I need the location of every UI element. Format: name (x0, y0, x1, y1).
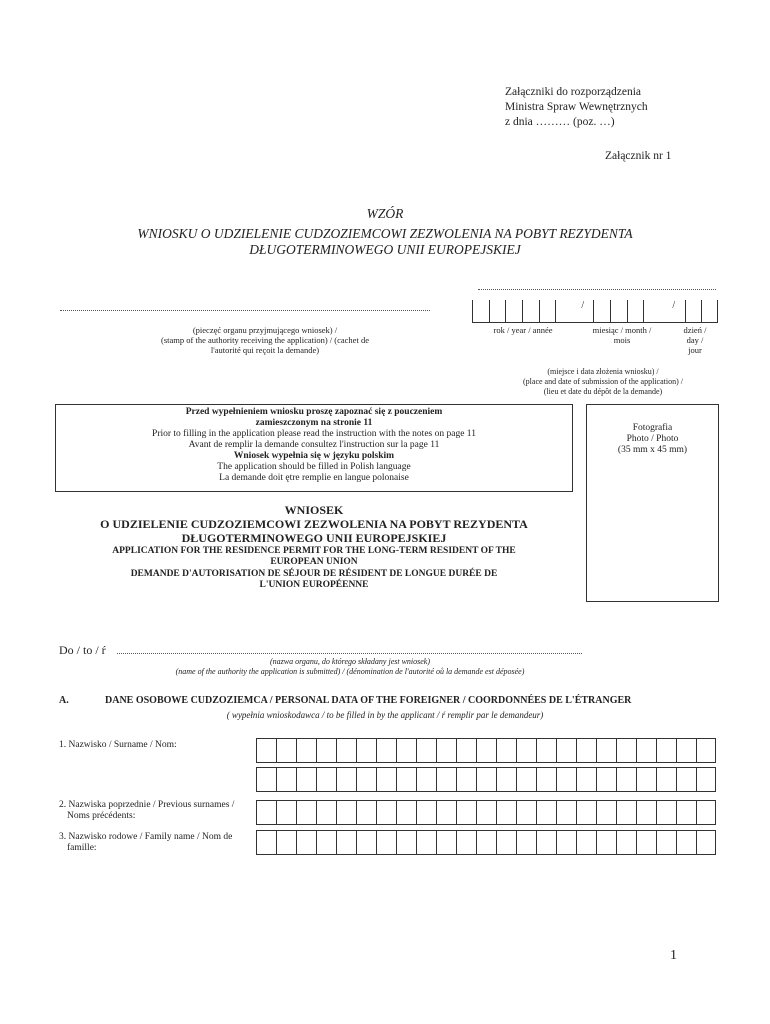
day-label (670, 325, 720, 355)
character-cell[interactable] (536, 801, 556, 825)
stamp-label-line: l'autorité qui reçoit la demande) (210, 345, 320, 355)
character-cell[interactable] (416, 739, 436, 763)
addressee-note (120, 657, 580, 677)
notice-line: The application should be filled in Polish language (217, 462, 411, 472)
character-cell[interactable] (376, 768, 396, 792)
month-label-line: mois (613, 335, 631, 345)
character-cell[interactable] (356, 739, 376, 763)
character-cell[interactable] (436, 739, 456, 763)
character-cell[interactable] (296, 831, 316, 855)
application-title-line: O UDZIELENIE CUDZOZIEMCOWI ZEZWOLENIA NA POBYT REZYDENTA (100, 517, 528, 531)
application-title-en: EUROPEAN UNION (270, 557, 358, 567)
character-cell[interactable] (416, 831, 436, 855)
instruction-notice-box (55, 404, 573, 492)
month-label (578, 325, 666, 345)
character-cell[interactable] (676, 739, 696, 763)
stamp-dotted-line (60, 310, 430, 311)
character-cell[interactable] (376, 831, 396, 855)
surname-label: 1. Nazwisko / Surname / Nom: (59, 740, 177, 750)
date-dotted-line (478, 289, 716, 290)
character-cell[interactable] (476, 831, 496, 855)
character-cell[interactable] (456, 768, 476, 792)
day-label-line: dzień / (683, 325, 707, 335)
application-title-fr: DEMANDE D'AUTORISATION DE SÉJOUR DE RÉSIDENT DE LONGUE DURÉE DE (130, 569, 498, 579)
character-cell[interactable] (396, 739, 416, 763)
character-cell[interactable] (496, 768, 516, 792)
notice-line: La demande doit ętre remplie en langue polonaise (219, 473, 409, 483)
surname-grid[interactable] (256, 738, 716, 792)
character-cell[interactable] (696, 739, 716, 763)
section-a-subtitle: ( wypełnia wnioskodawca / to be filled in by the applicant / ŕ remplir par le demandeur) (226, 710, 544, 720)
character-cell[interactable] (556, 831, 576, 855)
page-number: 1 (670, 948, 677, 963)
character-cell[interactable] (456, 801, 476, 825)
character-cell[interactable] (656, 801, 676, 825)
year-digit-box[interactable] (505, 300, 522, 322)
previous-surnames-label-line: Noms précédents: (67, 811, 136, 821)
section-a-title: DANE OSOBOWE CUDZOZIEMCA / PERSONAL DATA OF THE FOREIGNER / COORDONNÉES DE L'ÉTRANGER (105, 695, 632, 706)
character-cell[interactable] (316, 768, 336, 792)
character-cell[interactable] (676, 801, 696, 825)
character-cell[interactable] (676, 831, 696, 855)
character-cell[interactable] (336, 739, 356, 763)
addressee-note-line: (name of the authority the application is submitted) / (dénomination de l'autorité oů la demande est déposée) (175, 667, 525, 676)
character-cell[interactable] (636, 768, 656, 792)
character-cell[interactable] (456, 831, 476, 855)
year-digit-box[interactable] (489, 300, 506, 322)
character-cell[interactable] (696, 801, 716, 825)
character-cell[interactable] (476, 801, 496, 825)
character-cell[interactable] (256, 768, 276, 792)
photo-label: Fotografia (632, 423, 673, 433)
previous-surnames-grid[interactable] (256, 800, 716, 825)
character-cell[interactable] (436, 831, 456, 855)
title-wzor: WZÓR (366, 206, 404, 221)
month-label-line: miesiąc / month / (592, 325, 652, 335)
notice-line: Prior to filling in the application please read the instruction with the notes on page 11 (152, 429, 476, 439)
attachment-number: Załącznik nr 1 (605, 150, 672, 162)
character-cell[interactable] (556, 739, 576, 763)
date-separator: / (672, 300, 676, 311)
family-name-label-line: famille: (67, 843, 97, 853)
day-label-line: jour (688, 345, 702, 355)
title-line2: WNIOSKU O UDZIELENIE CUDZOZIEMCOWI ZEZWOLENIA NA POBYT REZYDENTA (137, 226, 633, 241)
notice-line: Wniosek wypełnia się w języku polskim (233, 451, 395, 461)
place-date-line: (place and date of submission of the application) / (523, 377, 683, 386)
character-cell[interactable] (656, 739, 676, 763)
character-cell[interactable] (556, 768, 576, 792)
character-cell[interactable] (616, 801, 636, 825)
character-cell[interactable] (316, 739, 336, 763)
year-digit-box[interactable] (539, 300, 556, 322)
month-digit-box[interactable] (643, 300, 663, 322)
character-cell[interactable] (576, 739, 596, 763)
attachment-header (505, 85, 648, 130)
character-cell[interactable] (416, 768, 436, 792)
character-cell[interactable] (596, 739, 616, 763)
previous-surnames-label (59, 800, 234, 822)
character-cell[interactable] (696, 831, 716, 855)
character-cell[interactable] (656, 768, 676, 792)
day-digit-box[interactable] (685, 300, 702, 322)
photo-label: (35 mm x 45 mm) (617, 445, 688, 455)
character-cell[interactable] (336, 831, 356, 855)
photo-box[interactable] (586, 404, 719, 602)
character-cell[interactable] (616, 768, 636, 792)
character-cell[interactable] (276, 768, 296, 792)
character-cell[interactable] (396, 768, 416, 792)
place-date-line: (lieu et date du dépôt de la demande) (543, 387, 663, 396)
attachment-line: Załączniki do rozporządzenia (505, 86, 642, 98)
character-cell[interactable] (496, 831, 516, 855)
character-cell[interactable] (536, 739, 556, 763)
character-cell[interactable] (356, 831, 376, 855)
character-cell[interactable] (576, 768, 596, 792)
place-date-line: (miejsce i data złożenia wniosku) / (547, 367, 659, 376)
character-cell[interactable] (496, 801, 516, 825)
attachment-line: Ministra Spraw Wewnętrznych (505, 101, 648, 113)
character-cell[interactable] (576, 801, 596, 825)
character-cell[interactable] (496, 739, 516, 763)
character-cell[interactable] (596, 768, 616, 792)
month-digit-box[interactable] (593, 300, 610, 322)
character-cell[interactable] (336, 768, 356, 792)
character-cell[interactable] (616, 831, 636, 855)
addressee-label: Do / to / ŕ (59, 643, 106, 657)
application-title: WNIOSEK (284, 503, 344, 517)
character-cell[interactable] (336, 801, 356, 825)
character-cell[interactable] (596, 831, 616, 855)
character-cell[interactable] (456, 739, 476, 763)
character-cell[interactable] (396, 801, 416, 825)
year-digit-box[interactable] (522, 300, 539, 322)
character-cell[interactable] (516, 739, 536, 763)
character-cell[interactable] (356, 801, 376, 825)
character-cell[interactable] (416, 801, 436, 825)
attachment-line: z dnia ……… (poz. …) (505, 116, 615, 128)
application-title-en: APPLICATION FOR THE RESIDENCE PERMIT FOR THE LONG-TERM RESIDENT OF THE (112, 546, 516, 556)
character-cell[interactable] (636, 739, 656, 763)
character-cell[interactable] (536, 831, 556, 855)
character-cell[interactable] (276, 739, 296, 763)
character-cell[interactable] (696, 768, 716, 792)
place-date-label (488, 367, 718, 397)
year-digit-box[interactable] (555, 300, 572, 322)
day-label-line: day / (686, 335, 704, 345)
character-cell[interactable] (516, 768, 536, 792)
stamp-label-line: (pieczęć organu przyjmującego wniosek) / (192, 325, 338, 335)
notice-line: zamieszczonym na stronie 11 (255, 418, 373, 428)
character-cell[interactable] (596, 801, 616, 825)
year-label: rok / year / année (493, 325, 553, 335)
character-cell[interactable] (436, 768, 456, 792)
application-title-line: DŁUGOTERMINOWEGO UNII EUROPEJSKIEJ (181, 531, 447, 545)
character-cell[interactable] (316, 801, 336, 825)
addressee-field[interactable] (117, 653, 582, 654)
stamp-label (130, 325, 400, 355)
character-cell[interactable] (476, 768, 496, 792)
character-cell[interactable] (276, 831, 296, 855)
character-cell[interactable] (636, 801, 656, 825)
character-cell[interactable] (296, 801, 316, 825)
date-boxes[interactable] (472, 300, 718, 323)
character-cell[interactable] (556, 801, 576, 825)
photo-label: Photo / Photo (626, 434, 679, 444)
character-cell[interactable] (356, 768, 376, 792)
family-name-label-line: 3. Nazwisko rodowe / Family name / Nom de (59, 832, 233, 842)
character-cell[interactable] (476, 739, 496, 763)
character-cell[interactable] (296, 739, 316, 763)
character-cell[interactable] (396, 831, 416, 855)
character-cell[interactable] (536, 768, 556, 792)
family-name-label (59, 832, 232, 854)
application-title-fr: L'UNION EUROPÉENNE (259, 580, 369, 590)
character-cell[interactable] (516, 801, 536, 825)
character-cell[interactable] (376, 801, 396, 825)
character-cell[interactable] (256, 831, 276, 855)
character-cell[interactable] (376, 739, 396, 763)
character-cell[interactable] (636, 831, 656, 855)
title-line3: DŁUGOTERMINOWEGO UNII EUROPEJSKIEJ (249, 242, 521, 257)
character-cell[interactable] (316, 831, 336, 855)
notice-line: Avant de remplir la demande consultez l'instruction sur la page 11 (188, 440, 440, 450)
character-cell[interactable] (436, 801, 456, 825)
previous-surnames-label-line: 2. Nazwiska poprzednie / Previous surnames / (59, 800, 235, 810)
character-cell[interactable] (616, 739, 636, 763)
character-cell[interactable] (676, 768, 696, 792)
date-separator: / (581, 300, 585, 311)
character-cell[interactable] (656, 831, 676, 855)
notice-line: Przed wypełnieniem wniosku proszę zapoznać się z pouczeniem (185, 407, 443, 417)
addressee-note-line: (nazwa organu, do którego składany jest wniosek) (269, 657, 431, 666)
character-cell[interactable] (516, 831, 536, 855)
character-cell[interactable] (576, 831, 596, 855)
section-a-letter: A. (59, 695, 69, 706)
family-name-grid[interactable] (256, 830, 716, 855)
character-cell[interactable] (256, 739, 276, 763)
character-cell[interactable] (296, 768, 316, 792)
year-digit-box[interactable] (472, 300, 489, 322)
day-digit-box[interactable] (701, 300, 718, 322)
month-digit-box[interactable] (610, 300, 627, 322)
month-digit-box[interactable] (627, 300, 644, 322)
character-cell[interactable] (256, 801, 276, 825)
character-cell[interactable] (276, 801, 296, 825)
stamp-label-line: (stamp of the authority receiving the application) / (cachet de (161, 335, 369, 345)
